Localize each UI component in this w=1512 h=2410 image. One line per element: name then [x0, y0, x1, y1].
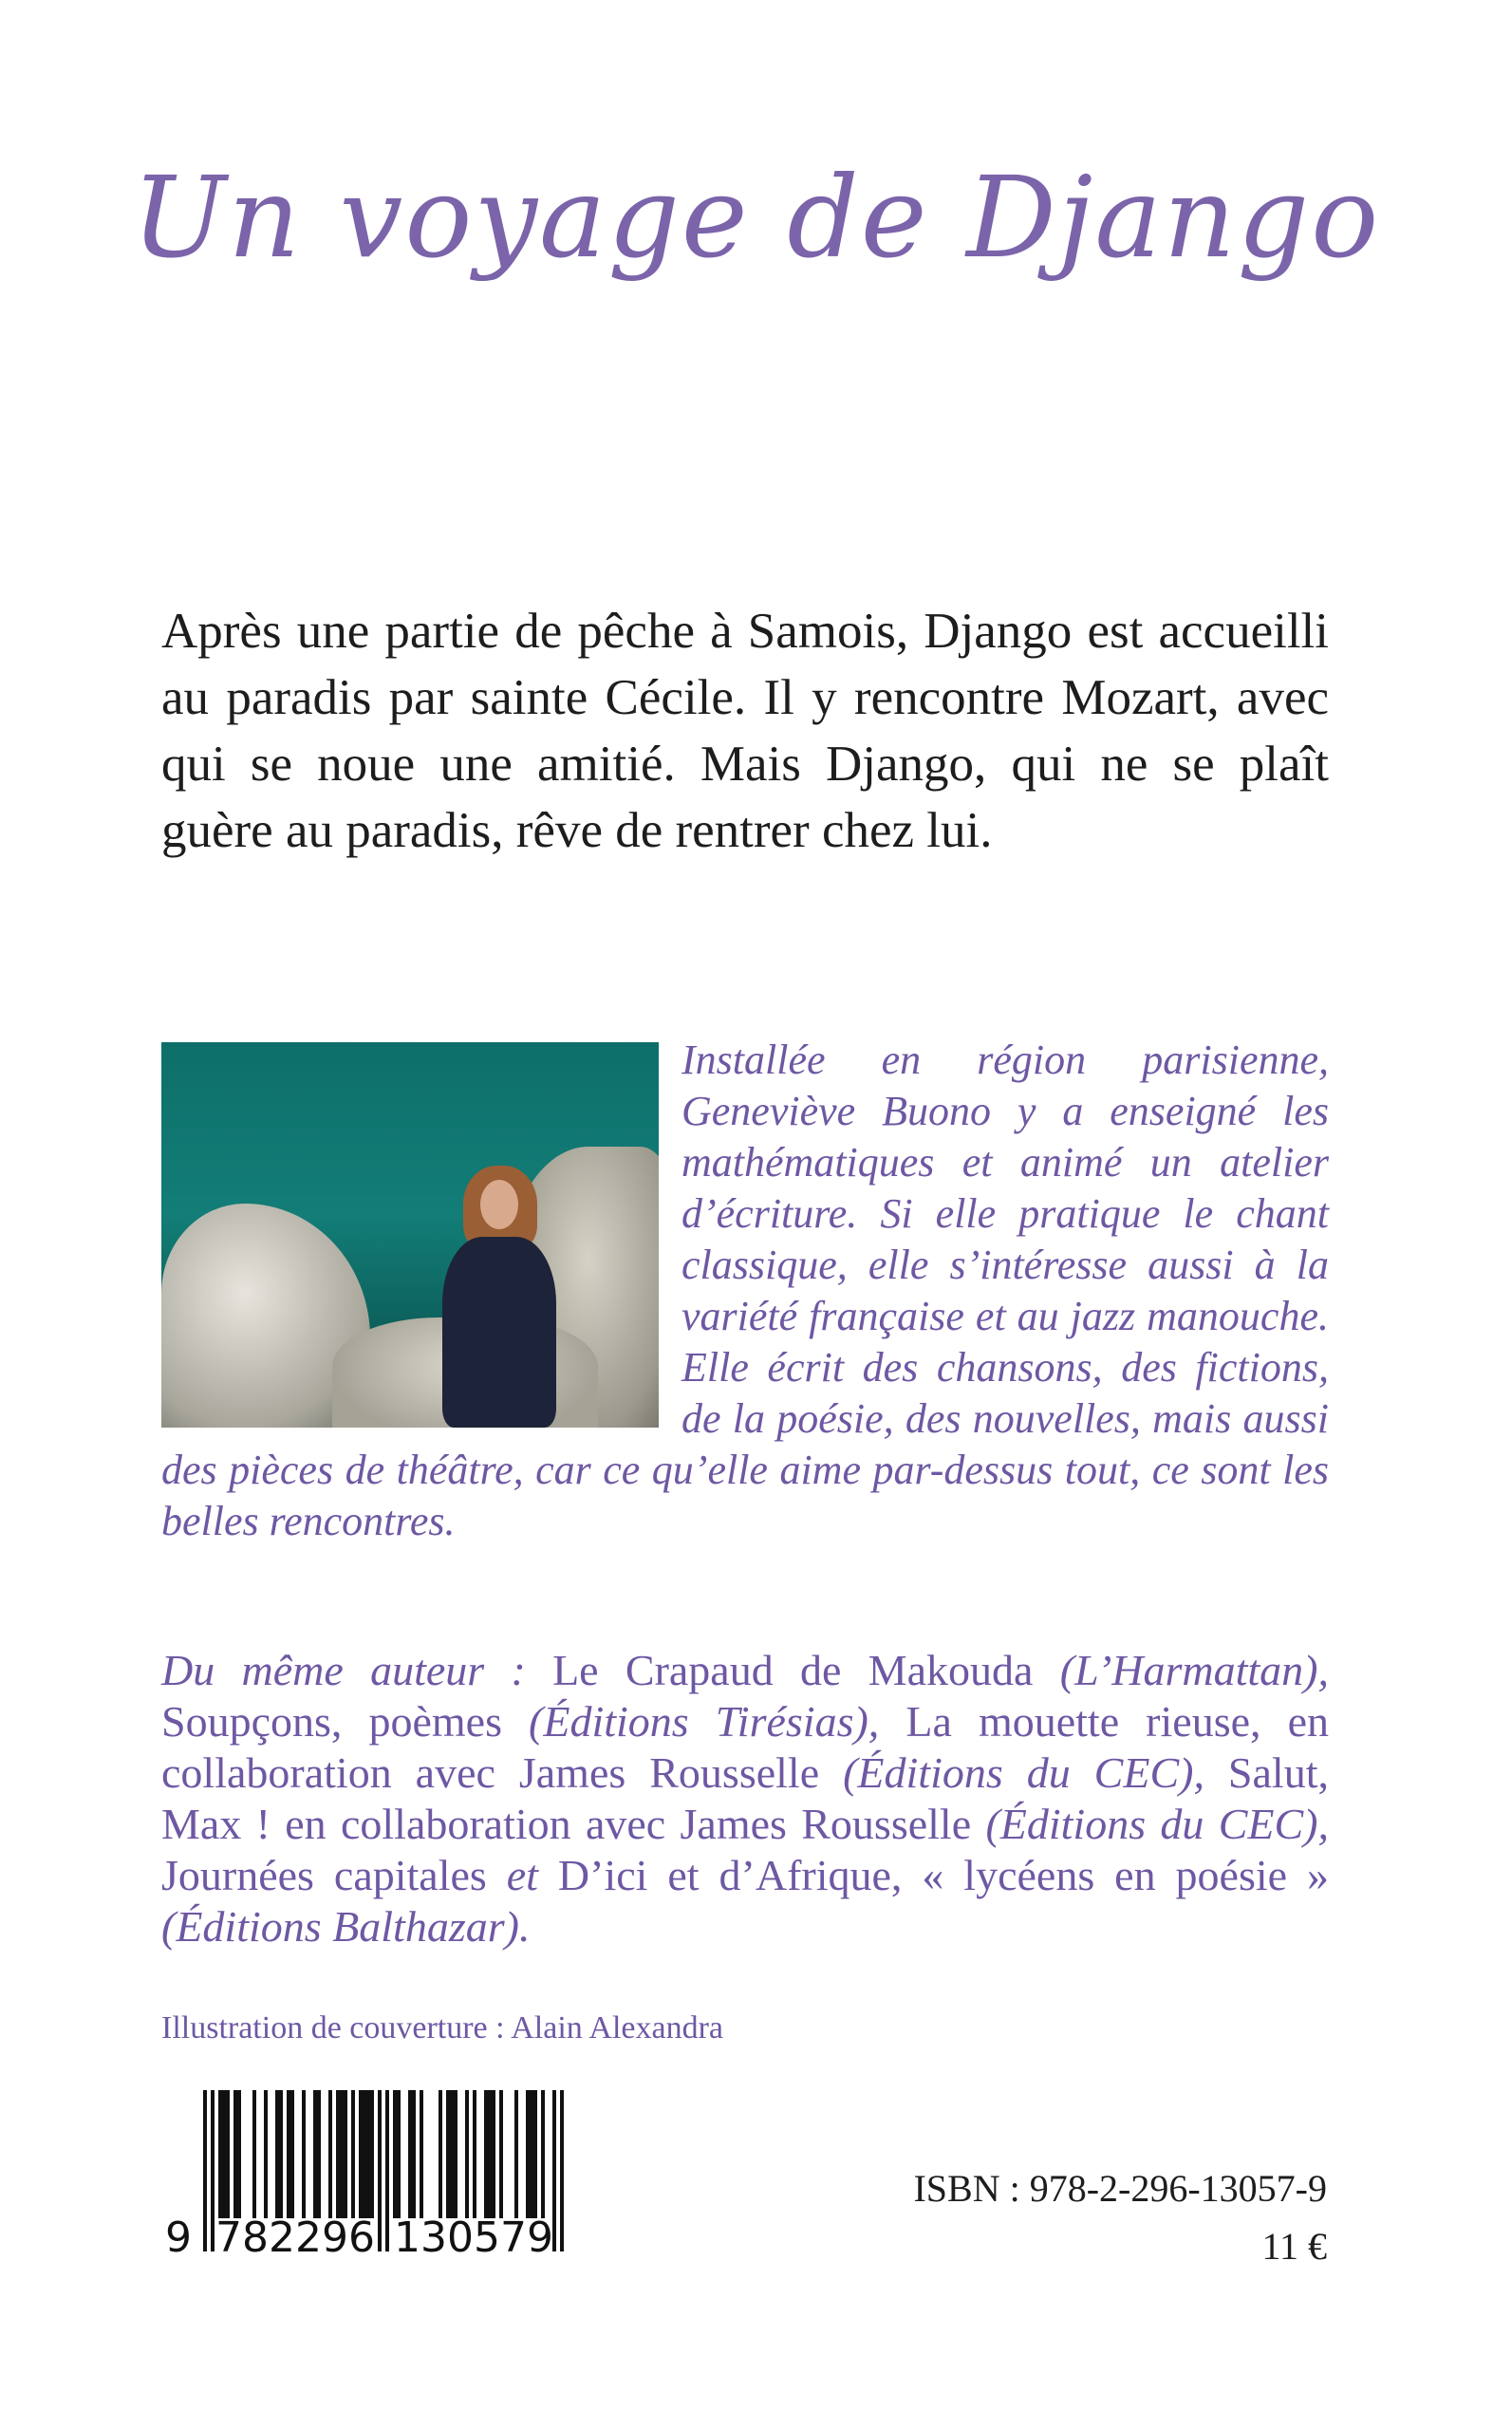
other-works-segment: (Éditions du CEC), — [985, 1800, 1329, 1848]
barcode-bar — [237, 2090, 241, 2218]
barcode-bar — [233, 2090, 237, 2218]
barcode-bar — [446, 2090, 450, 2218]
other-works-segment: Journées capitales — [161, 1851, 507, 1899]
barcode-digit: 7 — [500, 2214, 527, 2259]
barcode-bar — [252, 2090, 256, 2218]
barcode-bar — [473, 2090, 476, 2218]
barcode-bar — [526, 2090, 530, 2218]
barcode-digit: 5 — [474, 2214, 500, 2259]
barcode-bar — [397, 2090, 401, 2218]
barcode-bar — [450, 2090, 454, 2218]
barcode-digit: 8 — [242, 2214, 269, 2259]
other-works-segment: Le Crapaud de Makouda — [552, 1646, 1060, 1694]
barcode-bar — [378, 2090, 382, 2251]
barcode-bar — [385, 2090, 389, 2251]
author-photo — [161, 1042, 659, 1428]
barcode-bar — [488, 2090, 492, 2218]
barcode-bar — [408, 2090, 412, 2218]
barcode-bar — [393, 2090, 397, 2218]
other-works-segment: Du même auteur : — [161, 1646, 553, 1694]
barcode-bar — [454, 2090, 457, 2218]
barcode-digit: 9 — [527, 2214, 553, 2259]
barcode-bar — [492, 2090, 495, 2218]
barcode-bar — [279, 2090, 283, 2218]
barcode — [161, 2088, 598, 2259]
barcode-bar — [541, 2090, 545, 2218]
barcode-digit: 9 — [322, 2214, 348, 2259]
barcode-bar — [328, 2090, 332, 2218]
barcode-bar — [499, 2090, 503, 2218]
barcode-bar — [359, 2090, 363, 2218]
barcode-digit: 1 — [394, 2214, 420, 2259]
barcode-bar — [211, 2090, 215, 2251]
barcode-bar — [530, 2090, 533, 2218]
barcode-bar — [290, 2090, 294, 2218]
barcode-digit: 7 — [215, 2214, 242, 2259]
barcode-bar — [351, 2090, 355, 2218]
author-bio-text: Installée en région parisienne, Geneviève Buono y a enseigné les mathématiques et animé un atelier d’écriture. Si elle pratique le chant classique, elle s’intéresse aussi à la variété française et au jazz manouche. Elle écrit des chansons, des fictions, de la poésie, des nouvelles, mais aussi des pièces de théâtre, car ce qu’elle aime par-dessus tout, ce sont les belles rencontres. — [161, 1037, 1329, 1544]
author-bio — [161, 1035, 1329, 1547]
other-works-segment: (Éditions Balthazar). — [161, 1902, 531, 1951]
barcode-digit: 6 — [348, 2214, 375, 2259]
barcode-bar — [218, 2090, 222, 2218]
barcode-bar — [533, 2090, 537, 2218]
other-works-segment: D’ici et d’Afrique, « lycéens en poésie » — [557, 1851, 1330, 1899]
barcode-bar — [302, 2090, 306, 2218]
barcode-digit: 3 — [420, 2214, 447, 2259]
barcode-bar — [336, 2090, 340, 2218]
barcode-bar — [412, 2090, 416, 2218]
barcode-bar — [222, 2090, 226, 2218]
book-blurb: Après une partie de pêche à Samois, Django est accueilli au paradis par sainte Cécile. Il y rencontre Mozart, avec qui se noue une amitié. Mais Django, qui ne se plaît guère au paradis, rêve de rentrer chez lui. — [161, 604, 1329, 858]
barcode-digit: 2 — [295, 2214, 322, 2259]
other-works-segment: (L’Harmattan), — [1059, 1646, 1329, 1694]
barcode-bar — [366, 2090, 370, 2218]
price: 11 € — [1261, 2225, 1327, 2268]
barcode-bar — [203, 2090, 207, 2251]
other-works-segment: La mouette rieuse, en collaboration avec James Rousselle — [161, 1697, 1329, 1797]
barcode-digit: 2 — [269, 2214, 295, 2259]
barcode-bar — [317, 2090, 321, 2218]
cover-credit: Illustration de couverture : Alain Alexandra — [161, 2010, 723, 2046]
book-title: Un voyage de Django — [131, 152, 1381, 283]
barcode-bar — [344, 2090, 347, 2218]
barcode-bar — [363, 2090, 366, 2218]
barcode-bar — [439, 2090, 442, 2218]
barcode-bar — [484, 2090, 488, 2218]
barcode-digit: 0 — [447, 2214, 474, 2259]
barcode-bar — [560, 2090, 564, 2251]
barcode-bar — [287, 2090, 290, 2218]
other-works — [161, 1645, 1329, 1952]
barcode-bar — [264, 2090, 268, 2218]
barcode-bar — [420, 2090, 423, 2218]
other-works-segment: (Éditions du CEC), — [843, 1748, 1228, 1797]
barcode-bar — [465, 2090, 469, 2218]
barcode-bar — [514, 2090, 518, 2218]
barcode-bar — [226, 2090, 230, 2218]
other-works-segment: Salut, Max ! en collaboration avec James Rousselle — [161, 1748, 1329, 1848]
barcode-bar — [313, 2090, 317, 2218]
barcode-bar — [275, 2090, 279, 2218]
other-works-segment: et — [506, 1851, 558, 1899]
barcode-bar — [340, 2090, 344, 2218]
barcode-bar — [370, 2090, 374, 2218]
isbn: ISBN : 978-2-296-13057-9 — [913, 2167, 1327, 2210]
other-works-segment: Soupçons, poèmes — [161, 1697, 530, 1746]
barcode-digit: 9 — [165, 2214, 192, 2259]
other-works-segment: (Éditions Tirésias), — [529, 1697, 906, 1746]
